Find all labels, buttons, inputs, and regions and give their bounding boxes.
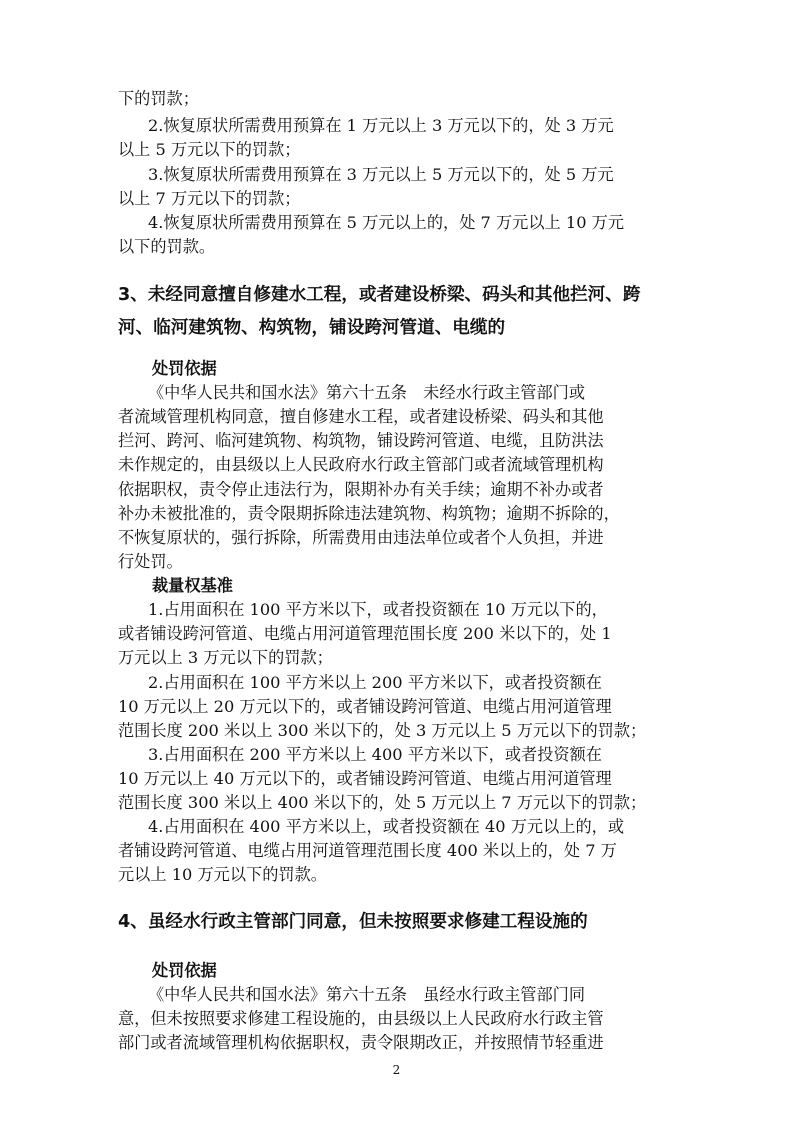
page-number: 2 bbox=[392, 1063, 401, 1077]
discretion-text-line: 元以上 10 万元以下的罚款。 bbox=[118, 865, 327, 884]
section2-line: 以上 7 万元以下的罚款； bbox=[118, 189, 301, 208]
basis-text-line: 意，但未按照要求修建工程设施的，由县级以上人民政府水行政主管 bbox=[118, 1009, 604, 1028]
basis-text-line: 未作规定的，由县级以上人民政府水行政主管部门或者流域管理机构 bbox=[118, 455, 604, 474]
discretion-text-line: 或者铺设跨河管道、电缆占用河道管理范围长度 200 米以下的，处 1 bbox=[118, 624, 612, 643]
discretion-text-line: 10 万元以上 20 万元以下的，或者铺设跨河管道、电缆占用河道管理 bbox=[118, 697, 612, 716]
basis-text-line: 行处罚。 bbox=[118, 552, 183, 571]
section3-basis-title: 处罚依据 bbox=[152, 359, 217, 378]
discretion-text-line: 范围长度 200 米以上 300 米以下的，处 3 万元以上 5 万元以下的罚款； bbox=[118, 721, 647, 740]
section3-heading: 3、未经同意擅自修建水工程，或者建设桥梁、码头和其他拦河、跨 bbox=[118, 285, 641, 305]
section2-line: 2.恢复原状所需费用预算在 1 万元以上 3 万元以下的，处 3 万元 bbox=[148, 116, 614, 135]
discretion-text-line: 10 万元以上 40 万元以下的，或者铺设跨河管道、电缆占用河道管理 bbox=[118, 769, 612, 788]
basis-text-line: 部门或者流域管理机构依据职权，责令限期改正，并按照情节轻重进 bbox=[118, 1033, 604, 1052]
section4-basis-title: 处罚依据 bbox=[152, 961, 217, 980]
discretion-text-line: 者铺设跨河管道、电缆占用河道管理范围长度 400 米以上的，处 7 万 bbox=[118, 841, 617, 860]
discretion-text-line: 范围长度 300 米以上 400 米以下的，处 5 万元以上 7 万元以下的罚款； bbox=[118, 793, 647, 812]
section3-discretion-title: 裁量权基准 bbox=[152, 576, 233, 595]
basis-text-line: 依据职权，责令停止违法行为，限期补办有关手续；逾期不补办或者 bbox=[118, 480, 604, 499]
section2-line: 4.恢复原状所需费用预算在 5 万元以上的，处 7 万元以上 10 万元 bbox=[148, 213, 625, 232]
section4-heading: 4、虽经水行政主管部门同意，但未按照要求修建工程设施的 bbox=[118, 912, 588, 932]
section3-heading-cont: 河、临河建筑物、构筑物，铺设跨河管道、电缆的 bbox=[118, 318, 506, 338]
section2-line: 3.恢复原状所需费用预算在 3 万元以上 5 万元以下的，处 5 万元 bbox=[148, 165, 614, 184]
discretion-text-line: 3.占用面积在 200 平方米以上 400 平方米以下，或者投资额在 bbox=[148, 745, 602, 764]
basis-text-line: 拦河、跨河、临河建筑物、构筑物，铺设跨河管道、电缆，且防洪法 bbox=[118, 431, 604, 450]
discretion-text-line: 1.占用面积在 100 平方米以下，或者投资额在 10 万元以下的， bbox=[148, 600, 608, 619]
basis-text-line: 者流域管理机构同意，擅自修建水工程，或者建设桥梁、码头和其他 bbox=[118, 407, 604, 426]
discretion-text-line: 2.占用面积在 100 平方米以上 200 平方米以下，或者投资额在 bbox=[148, 673, 602, 692]
basis-text-line: 补办未被批准的，责令限期拆除违法建筑物、构筑物；逾期不拆除的， bbox=[118, 504, 620, 523]
discretion-text-line: 4.占用面积在 400 平方米以上，或者投资额在 40 万元以上的，或 bbox=[148, 817, 625, 836]
basis-text-line: 不恢复原状的，强行拆除，所需费用由违法单位或者个人负担，并进 bbox=[118, 528, 604, 547]
basis-text-line: 《中华人民共和国水法》第六十五条 虽经水行政主管部门同 bbox=[148, 985, 586, 1004]
section2-line: 下的罚款； bbox=[118, 89, 199, 108]
section2-line: 以下的罚款。 bbox=[118, 237, 216, 256]
section2-line: 以上 5 万元以下的罚款； bbox=[118, 140, 301, 159]
basis-text-line: 《中华人民共和国水法》第六十五条 未经水行政主管部门或 bbox=[148, 383, 586, 402]
discretion-text-line: 万元以上 3 万元以下的罚款； bbox=[118, 648, 333, 667]
